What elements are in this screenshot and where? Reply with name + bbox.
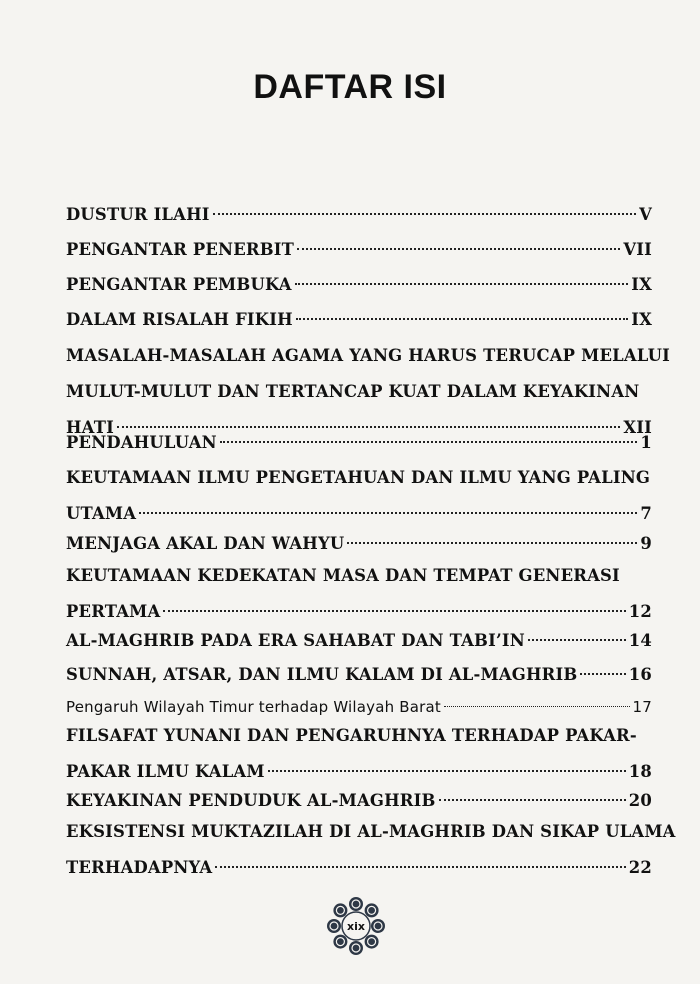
toc-page-number: 22 [628,858,652,877]
dot-leader [213,213,636,215]
dot-leader [580,673,625,675]
toc-entry-title-line: MASALAH-MASALAH AGAMA YANG HARUS TERUCAP MELALUI [66,346,670,365]
toc-entry [66,814,676,886]
toc-entry-title: PERTAMA [66,602,161,621]
dot-leader [268,770,626,772]
toc-entry-title-line: FILSAFAT YUNANI DAN PENGARUHNYA TERHADAP PAKAR- [66,726,637,745]
toc-entry-title: Pengaruh Wilayah Timur terhadap Wilayah Barat [66,698,442,716]
toc-entry-title: AL-MAGHRIB PADA ERA SAHABAT DAN TABI’IN [66,631,525,650]
toc-page-number: V [639,205,652,224]
toc-entry-title: SUNNAH, ATSAR, DAN ILMU KALAM DI AL-MAGHRIB [66,665,578,684]
toc-entry-title: DUSTUR ILAHI [66,205,210,224]
toc-entry-title: TERHADAPNYA [66,858,213,877]
toc-page-number: 9 [640,534,652,553]
toc-page-number: XII [623,418,652,437]
dot-leader [139,512,637,514]
toc-page-number: 17 [632,698,652,716]
toc-page-number: 14 [628,631,652,650]
toc-page-number: 20 [628,791,652,810]
toc-page-number: IX [631,275,652,294]
dot-leader [295,283,629,285]
dot-leader [347,542,637,544]
toc-entry-title: PENGANTAR PENERBIT [66,240,295,259]
toc-entry [66,657,652,693]
toc-entry [66,267,652,303]
toc-page-number: 1 [640,433,652,452]
toc-entry [66,232,652,268]
toc-entry-title: DALAM RISALAH FIKIH [66,310,293,329]
toc-entry-title: HATI [66,418,114,437]
page-title: DAFTAR ISI [253,68,447,106]
dot-leader [528,639,626,641]
dot-leader [444,706,629,707]
toc-page-number: 18 [628,762,652,781]
toc-entry-title: PAKAR ILMU KALAM [66,762,265,781]
toc-page-number: 12 [628,602,652,621]
toc-entry [66,302,652,338]
toc-entry-title-line: MULUT-MULUT DAN TERTANCAP KUAT DALAM KEYAKINAN [66,382,640,401]
toc-entry-title: PENGANTAR PEMBUKA [66,275,292,294]
toc-entry [66,425,652,461]
toc-page-number: IX [631,310,652,329]
page-number: xix [347,919,365,933]
dot-leader [296,318,628,320]
toc-entry [66,526,652,562]
toc-entry-title-line: KEUTAMAAN ILMU PENGETAHUAN DAN ILMU YANG PALING [66,468,651,487]
dot-leader [439,799,626,801]
toc-entry [66,718,652,790]
dot-leader [215,866,625,868]
toc-entry [66,558,652,630]
toc-entry [66,197,652,233]
toc-entry [66,460,652,532]
toc-page-number: 16 [628,665,652,684]
toc-entry-title-line: KEUTAMAAN KEDEKATAN MASA DAN TEMPAT GENERASI [66,566,620,585]
toc-entry-title: MENJAGA AKAL DAN WAHYU [66,534,345,553]
toc-entry-title: UTAMA [66,504,137,523]
toc-page-number: VII [623,240,652,259]
toc-entry-title-line: EKSISTENSI MUKTAZILAH DI AL-MAGHRIB DAN SIKAP ULAMA [66,822,676,841]
dot-leader [297,248,620,250]
dot-leader [163,610,625,612]
dot-leader [220,441,638,443]
toc-entry-title: PENDAHULUAN [66,433,217,452]
toc-entry [66,623,652,659]
toc-page-number: 7 [640,504,652,523]
toc-entry-title: KEYAKINAN PENDUDUK AL-MAGHRIB [66,791,436,810]
